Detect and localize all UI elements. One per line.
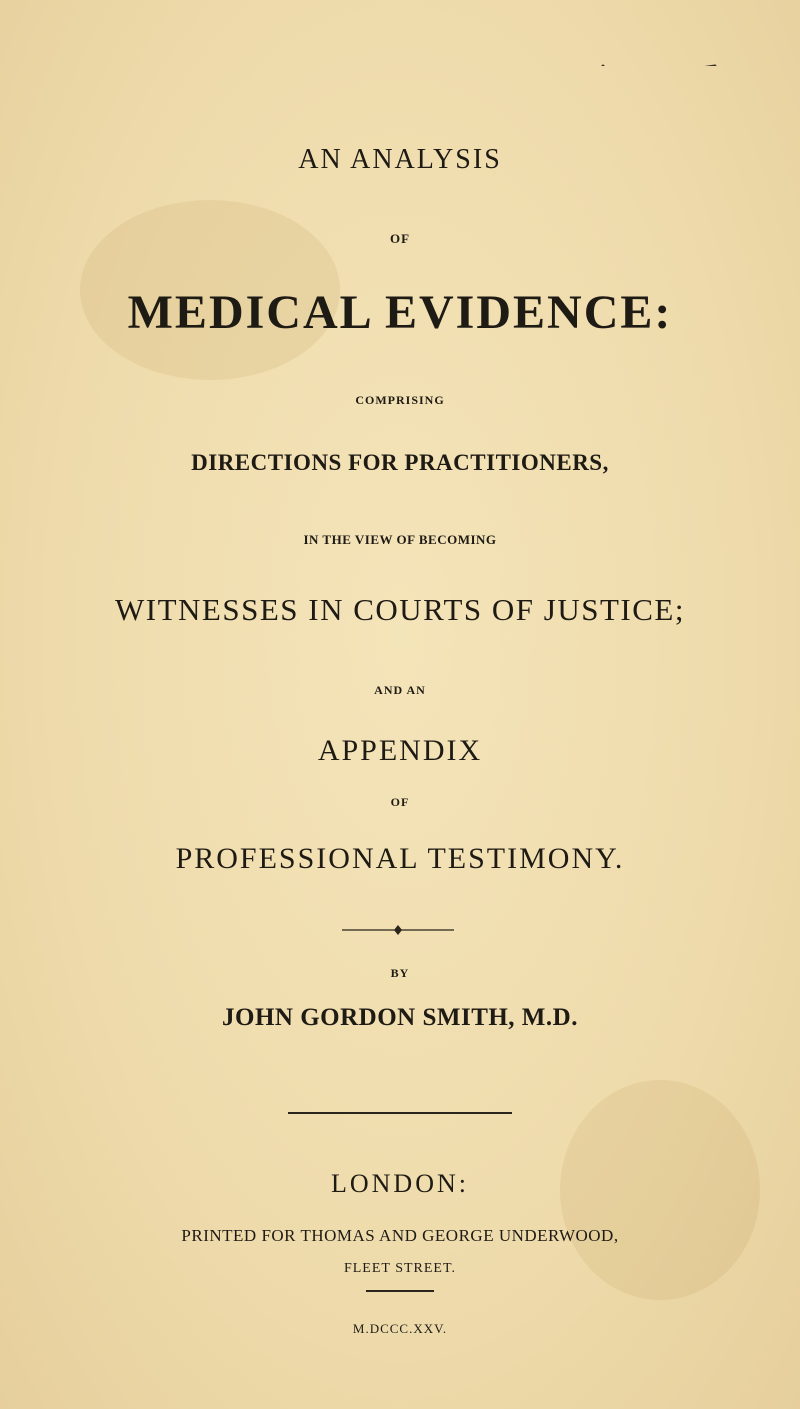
comprising-label: COMPRISING [355, 393, 445, 407]
by-label: BY [390, 966, 410, 980]
witnesses-heading: WITNESSES IN COURTS OF JUSTICE; [115, 592, 685, 627]
imprint-printer: PRINTED FOR THOMAS AND GEORGE UNDERWOOD, [181, 1226, 619, 1245]
directions-heading: DIRECTIONS FOR PRACTITIONERS, [191, 450, 609, 475]
title-part1: AN ANALYSIS [298, 144, 502, 175]
ornamental-rule [342, 924, 454, 936]
professional-heading: PROFESSIONAL TESTIMONY. [175, 842, 625, 875]
divider-rule [288, 1112, 512, 1114]
of-connector-1: OF [389, 231, 411, 246]
handwritten-shelfmark [525, 2, 795, 66]
short-rule [366, 1290, 434, 1292]
of-connector-2: OF [390, 795, 410, 809]
author-name: JOHN GORDON SMITH, M.D. [222, 1004, 578, 1031]
imprint-date: M.DCCC.XXV. [352, 1321, 448, 1336]
appendix-heading: APPENDIX [317, 734, 483, 767]
main-title: MEDICAL EVIDENCE: [127, 286, 673, 339]
imprint-street: FLEET STREET. [343, 1261, 457, 1276]
imprint-city: LONDON: [331, 1169, 469, 1198]
and-an-label: AND AN [374, 683, 426, 697]
in-the-view-label: IN THE VIEW OF BECOMING [303, 532, 497, 547]
